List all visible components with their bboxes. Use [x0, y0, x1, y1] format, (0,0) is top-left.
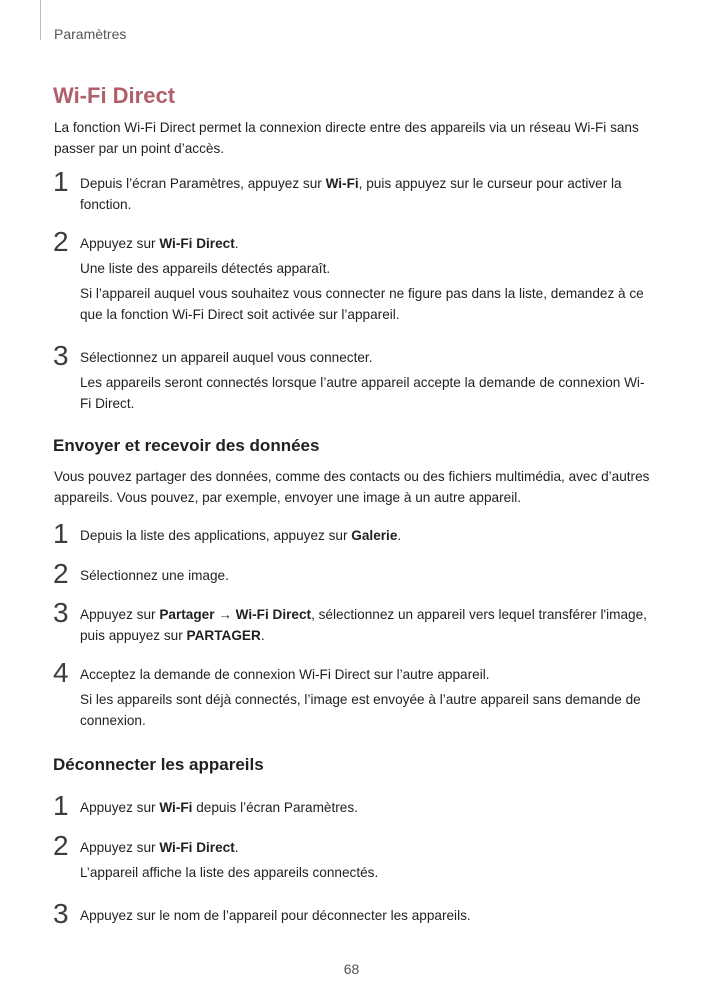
step-3	[53, 340, 653, 414]
step-text: Appuyez sur Wi-Fi Direct. Une liste des appareils détectés apparaît. Si l’appareil auquel vous souhaitez vous connecter ne figure pas dans la liste, demandez à ce que la fonction Wi-Fi Direct soit activée sur l’appareil.	[80, 233, 653, 325]
step-text: Appuyez sur Wi-Fi depuis l’écran Paramètres.	[80, 800, 358, 815]
step-note: L’appareil affiche la liste des appareils connectés.	[80, 865, 379, 880]
step-text: Acceptez la demande de connexion Wi-Fi Direct sur l’autre appareil. Si les appareils sont déjà connectés, l’image est envoyée à l’autre appareil sans demande de connexion.	[80, 664, 653, 731]
step-1	[53, 790, 653, 821]
step-number: 4	[53, 657, 69, 688]
step-3	[53, 597, 653, 646]
step-2	[53, 226, 653, 325]
step-note: Si l’appareil auquel vous souhaitez vous connecter ne figure pas dans la liste, demandez à ce que la fonction Wi-Fi Direct soit activée sur l’appareil.	[80, 286, 644, 322]
section-heading-send-receive: Envoyer et recevoir des données	[53, 436, 320, 455]
step-2	[53, 830, 653, 883]
step-text: Appuyez sur le nom de l’appareil pour déconnecter les appareils.	[80, 908, 471, 923]
step-1	[53, 166, 653, 215]
step-text: Appuyez sur Wi-Fi Direct. L’appareil affiche la liste des appareils connectés.	[80, 837, 653, 883]
running-head: Paramètres	[54, 26, 127, 42]
step-text: Depuis l’écran Paramètres, appuyez sur Wi-Fi, puis appuyez sur le curseur pour activer la fonction.	[80, 176, 622, 212]
step-note: Si les appareils sont déjà connectés, l’image est envoyée à l’autre appareil sans demande de connexion.	[80, 692, 641, 728]
step-text: Depuis la liste des applications, appuyez sur Galerie.	[80, 528, 402, 543]
step-2	[53, 558, 653, 589]
step-number: 1	[53, 790, 69, 821]
step-3	[53, 898, 653, 929]
page-number: 68	[343, 961, 360, 977]
step-number: 2	[53, 226, 69, 257]
step-text: Sélectionnez une image.	[80, 568, 229, 583]
section-heading-disconnect: Déconnecter les appareils	[53, 755, 264, 774]
step-number: 3	[53, 898, 69, 929]
step-text: Sélectionnez un appareil auquel vous connecter. Les appareils seront connectés lorsque l’autre appareil accepte la demande de connexion Wi-Fi Direct.	[80, 347, 653, 414]
step-text: Appuyez sur Partager → Wi-Fi Direct, sélectionnez un appareil vers lequel transférer l'image, puis appuyez sur PARTAGER.	[80, 607, 647, 643]
intro-paragraph: La fonction Wi-Fi Direct permet la connexion directe entre des appareils via un réseau Wi-Fi sans passer par un point d’accès.	[54, 120, 639, 156]
header-rule	[40, 0, 41, 40]
page-title: Wi-Fi Direct	[53, 83, 176, 108]
step-note: Les appareils seront connectés lorsque l’autre appareil accepte la demande de connexion Wi-Fi Direct.	[80, 375, 645, 411]
step-number: 3	[53, 597, 69, 628]
step-number: 3	[53, 340, 69, 371]
step-number: 2	[53, 830, 69, 861]
step-number: 2	[53, 558, 69, 589]
step-4	[53, 657, 653, 731]
section-intro: Vous pouvez partager des données, comme des contacts ou des fichiers multimédia, avec d’autres appareils. Vous pouvez, par exemple, envoyer une image à un autre appareil.	[54, 469, 650, 505]
step-1	[53, 518, 653, 549]
step-number: 1	[53, 166, 69, 197]
step-note: Une liste des appareils détectés apparaît.	[80, 261, 331, 276]
step-number: 1	[53, 518, 69, 549]
